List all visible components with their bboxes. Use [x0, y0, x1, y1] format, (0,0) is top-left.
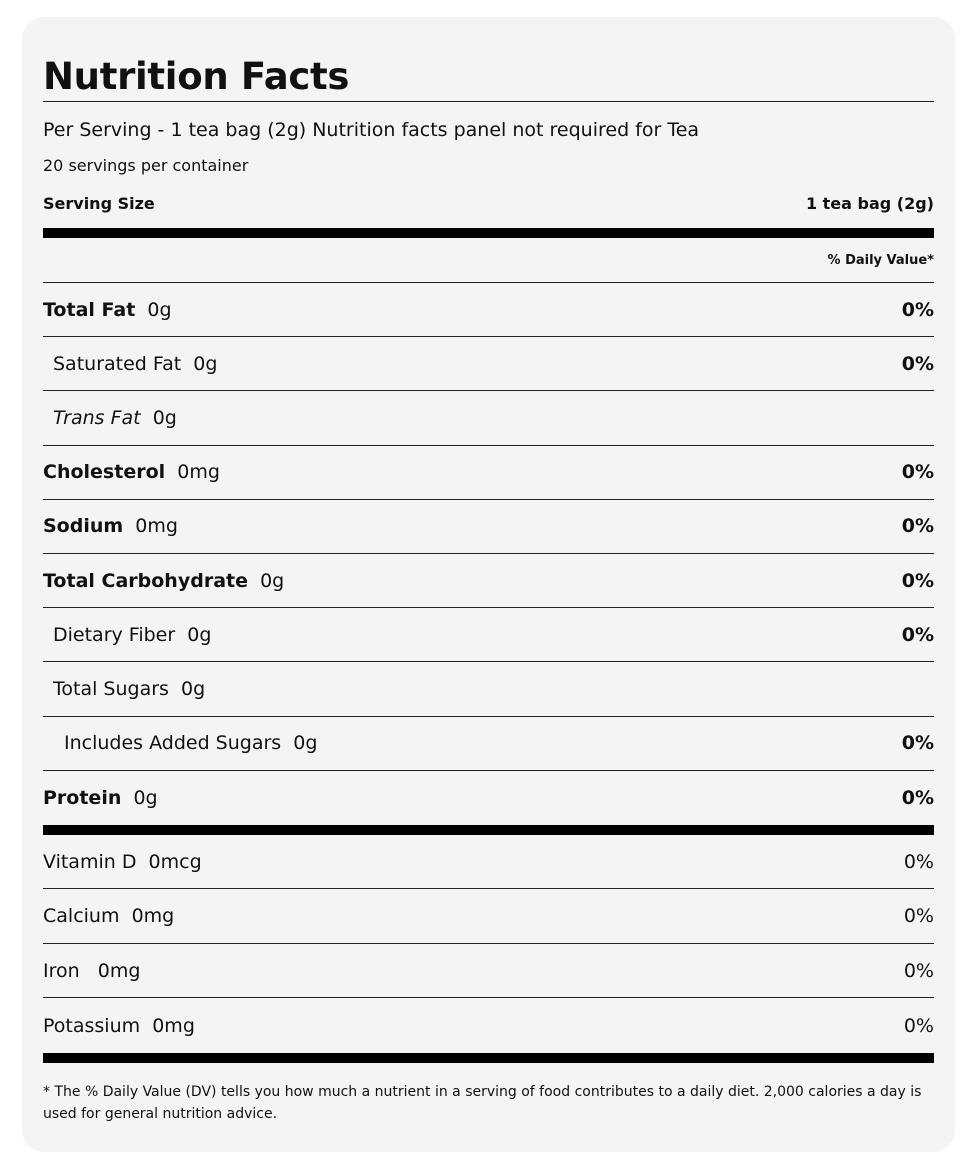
- nutrient-name: Protein: [43, 786, 122, 809]
- vitamin-label: [43, 1015, 195, 1037]
- nutrient-amount: 0g: [193, 352, 218, 375]
- nutrient-row-protein: [43, 771, 934, 825]
- nutrient-label: [43, 787, 158, 809]
- page-title: Nutrition Facts: [43, 55, 934, 102]
- nutrient-amount: 0g: [152, 406, 177, 429]
- nutrient-amount: 0g: [181, 677, 206, 700]
- nutrient-daily-value: 0%: [901, 732, 934, 755]
- vitamin-name: Iron: [43, 959, 80, 982]
- nutrient-name: Includes Added Sugars: [64, 732, 282, 755]
- vitamin-row-potassium: [43, 998, 934, 1053]
- serving-size-label: Serving Size: [43, 194, 155, 213]
- nutrient-amount: 0g: [260, 569, 285, 592]
- vitamin-name: Potassium: [43, 1014, 141, 1037]
- vitamin-daily-value: 0%: [903, 959, 934, 982]
- vitamin-amount: 0mg: [131, 905, 175, 928]
- daily-value-header-label: % Daily Value*: [827, 252, 934, 268]
- thick-divider: [43, 228, 934, 238]
- nutrient-name: Dietary Fiber: [53, 623, 176, 646]
- vitamin-amount: 0mcg: [148, 850, 202, 873]
- vitamin-row-iron: [43, 944, 934, 999]
- daily-value-footnote: * The % Daily Value (DV) tells you how much a nutrient in a serving of food contributes to a daily diet. 2,000 calories a day is used for general nutrition advice.: [43, 1083, 922, 1122]
- serving-size-row: [43, 194, 934, 214]
- daily-value-header: [43, 238, 934, 283]
- nutrition-facts-panel: [22, 17, 955, 1152]
- nutrient-label: [43, 515, 178, 537]
- nutrient-row-saturated-fat: [43, 337, 934, 391]
- vitamin-daily-value: 0%: [903, 850, 934, 873]
- per-serving-text: Per Serving - 1 tea bag (2g) Nutrition facts panel not required for Tea: [43, 119, 700, 141]
- servings-per-container: 20 servings per container: [43, 156, 249, 175]
- vitamin-row-vitamin-d: [43, 835, 934, 890]
- nutrient-amount: 0g: [147, 298, 172, 321]
- nutrient-row-cholesterol: [43, 446, 934, 500]
- vitamin-row-calcium: [43, 889, 934, 944]
- nutrient-row-added-sugars: [43, 717, 934, 771]
- nutrient-amount: 0mg: [135, 515, 178, 538]
- nutrient-amount: 0g: [133, 786, 158, 809]
- vitamin-name: Calcium: [43, 905, 120, 928]
- nutrient-daily-value: 0%: [901, 352, 934, 375]
- nutrient-daily-value: 0%: [901, 786, 934, 809]
- nutrient-name: Saturated Fat: [53, 352, 182, 375]
- nutrient-label: [43, 299, 172, 321]
- nutrient-label: [43, 570, 284, 592]
- nutrient-daily-value: 0%: [901, 623, 934, 646]
- vitamin-label: [43, 851, 202, 873]
- nutrient-row-trans-fat: [43, 391, 934, 445]
- nutrient-daily-value: 0%: [901, 515, 934, 538]
- vitamin-daily-value: 0%: [903, 1014, 934, 1037]
- nutrient-label: [43, 624, 211, 646]
- nutrient-label: [43, 407, 177, 429]
- nutrient-label: [43, 353, 217, 375]
- nutrient-label: [43, 732, 317, 754]
- nutrient-row-sodium: [43, 500, 934, 554]
- vitamin-daily-value: 0%: [903, 905, 934, 928]
- nutrient-row-dietary-fiber: [43, 608, 934, 662]
- vitamin-label: [43, 905, 174, 927]
- nutrient-row-total-carbohydrate: [43, 554, 934, 608]
- nutrient-amount: 0g: [293, 732, 318, 755]
- nutrient-amount: 0g: [187, 623, 212, 646]
- serving-size-value: 1 tea bag (2g): [805, 194, 934, 213]
- nutrient-daily-value: 0%: [901, 569, 934, 592]
- nutrient-name: Trans Fat: [53, 406, 141, 429]
- nutrient-name: Total Sugars: [53, 677, 169, 700]
- nutrient-daily-value: 0%: [901, 298, 934, 321]
- nutrition-facts-content: [43, 55, 934, 1125]
- thick-divider: [43, 825, 934, 835]
- nutrient-label: [43, 461, 220, 483]
- vitamin-amount: 0mg: [152, 1014, 195, 1037]
- nutrient-name: Sodium: [43, 515, 124, 538]
- nutrient-name: Total Carbohydrate: [43, 569, 248, 592]
- thick-divider: [43, 1053, 934, 1063]
- nutrient-daily-value: 0%: [901, 461, 934, 484]
- nutrient-row-total-sugars: [43, 662, 934, 716]
- vitamin-amount: 0mg: [91, 959, 141, 982]
- vitamin-label: [43, 960, 140, 982]
- nutrient-amount: 0mg: [177, 461, 220, 484]
- vitamin-name: Vitamin D: [43, 850, 137, 873]
- nutrient-row-total-fat: [43, 283, 934, 337]
- nutrient-name: Total Fat: [43, 298, 136, 321]
- nutrient-name: Cholesterol: [43, 461, 166, 484]
- nutrient-label: [43, 678, 205, 700]
